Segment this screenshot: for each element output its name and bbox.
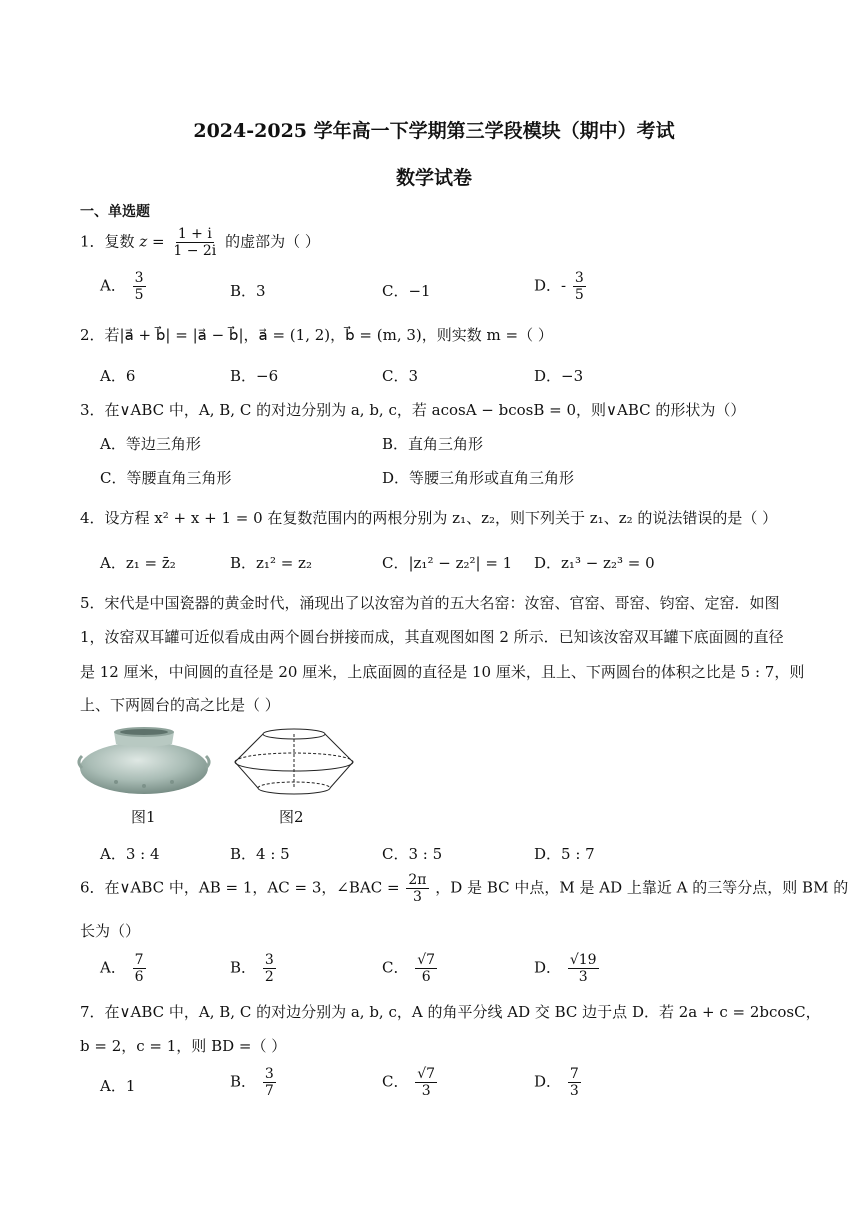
- q6-b-den: 2: [264, 969, 274, 985]
- figure-2-caption: 图2: [279, 808, 304, 826]
- q2-option-d: D．−3: [534, 367, 584, 385]
- q6-c-label: C．: [382, 958, 409, 977]
- q1-d-label: D．-: [534, 276, 567, 295]
- frustum-diagram-figure: [232, 722, 356, 802]
- q3-option-b: B．直角三角形: [382, 435, 484, 453]
- q1-option-d: [534, 270, 588, 303]
- q7-c-den: 3: [421, 1083, 431, 1099]
- q6-a-den: 6: [134, 969, 144, 985]
- q6-option-a: [100, 952, 148, 985]
- exam-subtitle: 数学试卷: [395, 167, 472, 189]
- jar-photo-figure: [76, 722, 212, 802]
- q3-option-a: A．等边三角形: [100, 435, 201, 453]
- q7-d-den: 3: [569, 1083, 579, 1099]
- question-1: [80, 226, 320, 259]
- q1-d-num: 3: [574, 270, 584, 286]
- q5-option-a: A．3 : 4: [100, 845, 160, 863]
- q7-line-2: b = 2，c = 1，则 BD =（ ）: [80, 1037, 287, 1055]
- q6-d-label: D．: [534, 958, 562, 977]
- q5-option-d: D．5 : 7: [534, 845, 595, 863]
- q6-angle-den: 3: [412, 889, 422, 905]
- q6-b-label: B．: [230, 958, 257, 977]
- q6-option-c: [382, 952, 439, 985]
- q5-line-2: 1，汝窑双耳罐可近似看成由两个圆台拼接而成，其直观图如图 2 所示．已知该汝窑双耳罐下底面圆的直径: [80, 628, 784, 646]
- q1-a-label: A．: [100, 276, 126, 295]
- q6-line-2: 长为（）: [80, 922, 141, 940]
- q6-d-den: 3: [578, 969, 588, 985]
- q5-line-1: 5．宋代是中国瓷器的黄金时代，涌现出了以汝窑为首的五大名窑：汝窑、官窑、哥窑、钧窑、定窑．如图: [80, 594, 780, 612]
- q4-option-a: A．z₁ = z̄₂: [100, 554, 176, 572]
- q7-option-a: A．1: [100, 1077, 136, 1095]
- exam-title: 2024-2025 学年高一下学期第三学段模块（期中）考试: [193, 120, 675, 142]
- q6-c-num: √7: [417, 952, 436, 968]
- q6-line-1b: ，D 是 BC 中点，M 是 AD 上靠近 A 的三等分点，则 BM 的: [435, 878, 849, 897]
- q6-option-b: [230, 952, 278, 985]
- figure-1-caption: 图1: [131, 808, 156, 826]
- q6-b-num: 3: [264, 952, 274, 968]
- q7-b-label: B．: [230, 1072, 257, 1091]
- q6-angle-num: 2π: [408, 872, 427, 888]
- q7-line-1: 7．在∨ABC 中，A, B, C 的对边分别为 a, b, c，A 的角平分线 AD 交 BC 边于点 D．若 2a + c = 2bcosC，: [80, 1003, 821, 1021]
- q7-d-num: 7: [569, 1066, 579, 1082]
- question-2: 2．若|a⃗ + b⃗| = |a⃗ − b⃗|，a⃗ = (1, 2)，b⃗ = (m, 3)，则实数 m =（ ）: [80, 326, 553, 344]
- q1-option-a: [100, 270, 148, 303]
- q6-c-den: 6: [421, 969, 431, 985]
- q7-d-label: D．: [534, 1072, 562, 1091]
- q4-option-d: D．z₁³ − z₂³ = 0: [534, 554, 655, 572]
- q1-denominator: 1 − 2i: [173, 243, 217, 259]
- q6-line-1a: 6．在∨ABC 中，AB = 1，AC = 3，∠BAC =: [80, 878, 400, 897]
- q1-a-num: 3: [134, 270, 144, 286]
- q7-c-label: C．: [382, 1072, 409, 1091]
- q3-option-c: C．等腰直角三角形: [100, 469, 232, 487]
- q1-numerator: 1 + i: [177, 226, 212, 242]
- q5-option-b: B．4 : 5: [230, 845, 290, 863]
- q4-option-b: B．z₁² = z₂: [230, 554, 312, 572]
- q7-b-den: 7: [264, 1083, 274, 1099]
- q1-option-b: B．3: [230, 282, 266, 300]
- q1-a-den: 5: [134, 287, 144, 303]
- q1-prefix: 1．复数: [80, 232, 135, 251]
- q6-a-num: 7: [134, 952, 144, 968]
- q4-option-c: C．|z₁² − z₂²| = 1: [382, 554, 513, 572]
- q6-option-d: [534, 952, 601, 985]
- q7-option-d: [534, 1066, 583, 1099]
- q7-option-c: [382, 1066, 439, 1099]
- q5-line-3: 是 12 厘米，中间圆的直径是 20 厘米，上底面圆的直径是 10 厘米，且上、下两圆台的体积之比是 5 : 7，则: [80, 663, 805, 681]
- q2-option-b: B．−6: [230, 367, 279, 385]
- q5-line-4: 上、下两圆台的高之比是（ ）: [80, 696, 280, 714]
- question-4: 4．设方程 x² + x + 1 = 0 在复数范围内的两根分别为 z₁、z₂，则下列关于 z₁、z₂ 的说法错误的是（ ）: [80, 509, 778, 527]
- q1-suffix: 的虚部为（ ）: [225, 232, 320, 251]
- q6-a-label: A．: [100, 958, 126, 977]
- q2-option-c: C．3: [382, 367, 419, 385]
- q1-option-c: C．−1: [382, 282, 431, 300]
- q6-d-num: √19: [569, 952, 597, 968]
- q2-option-a: A．6: [100, 367, 136, 385]
- q1-fraction: [171, 226, 218, 259]
- section-heading: 一、单选题: [80, 204, 150, 220]
- q3-option-d: D．等腰三角形或直角三角形: [382, 469, 575, 487]
- question-3: 3．在∨ABC 中，A, B, C 的对边分别为 a, b, c，若 acosA − bcosB = 0，则∨ABC 的形状为（）: [80, 401, 746, 419]
- q5-option-c: C．3 : 5: [382, 845, 443, 863]
- q1-d-den: 5: [574, 287, 584, 303]
- q6-line-1: [80, 872, 848, 905]
- q7-b-num: 3: [264, 1066, 274, 1082]
- q7-option-b: [230, 1066, 278, 1099]
- q1-z: z =: [139, 232, 165, 251]
- q7-c-num: √7: [417, 1066, 436, 1082]
